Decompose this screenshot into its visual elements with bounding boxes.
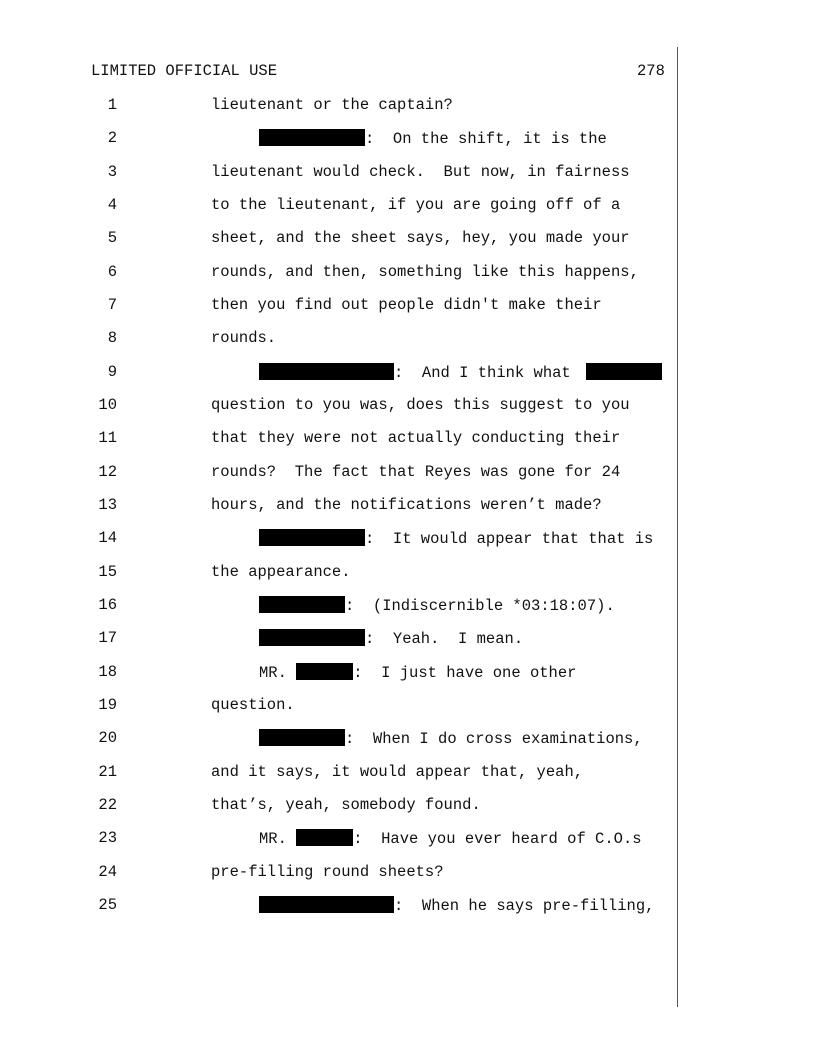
line-text: : When I do cross examinations, <box>345 730 643 748</box>
line-text: question to you was, does this suggest to you <box>211 396 630 414</box>
line-text: : It would appear that that is <box>365 530 654 548</box>
transcript-line <box>0 696 816 716</box>
line-number: 25 <box>98 896 117 914</box>
speaker-line <box>259 663 576 682</box>
speaker-line <box>259 729 643 748</box>
line-text: : I just have one other <box>353 664 577 682</box>
line-text: hours, and the notifications weren’t made? <box>211 496 602 514</box>
line-number: 17 <box>98 629 117 647</box>
redaction-box <box>296 829 353 846</box>
transcript-line <box>0 129 816 149</box>
line-text: sheet, and the sheet says, hey, you made your <box>211 229 630 247</box>
line-text: rounds. <box>211 329 277 347</box>
line-text: : Yeah. I mean. <box>365 630 524 648</box>
speaker-line <box>259 529 653 548</box>
line-text: lieutenant would check. But now, in fairness <box>211 163 630 181</box>
transcript-line <box>0 263 816 283</box>
line-number: 4 <box>107 196 117 214</box>
redaction-box <box>586 363 662 380</box>
transcript-line <box>0 596 816 616</box>
redaction-box <box>259 629 365 646</box>
transcript-line <box>0 629 816 649</box>
line-number: 12 <box>98 463 117 481</box>
transcript-line <box>0 96 816 116</box>
transcript-line <box>0 363 816 383</box>
line-text: and it says, it would appear that, yeah, <box>211 763 584 781</box>
speaker-line <box>259 596 615 615</box>
transcript-line <box>0 463 816 483</box>
redaction-box <box>259 129 365 146</box>
transcript-line <box>0 763 816 783</box>
line-text: rounds? The fact that Reyes was gone for 24 <box>211 463 621 481</box>
line-number: 9 <box>107 363 117 381</box>
line-text: : And I think what <box>394 364 571 382</box>
redaction-box <box>296 663 353 680</box>
line-number: 1 <box>107 96 117 114</box>
speaker-line <box>259 129 607 148</box>
speaker-line <box>259 363 571 382</box>
transcript-line <box>0 896 816 916</box>
line-text: : Have you ever heard of C.O.s <box>353 830 642 848</box>
line-number: 20 <box>98 729 117 747</box>
line-number: 5 <box>107 229 117 247</box>
line-number: 3 <box>107 163 117 181</box>
line-text: to the lieutenant, if you are going off of a <box>211 196 621 214</box>
line-text: then you find out people didn't make their <box>211 296 602 314</box>
line-number: 11 <box>98 429 117 447</box>
line-number: 23 <box>98 829 117 847</box>
line-number: 18 <box>98 663 117 681</box>
speaker-line <box>259 829 642 848</box>
line-number: 15 <box>98 563 117 581</box>
line-number: 6 <box>107 263 117 281</box>
line-text: : (Indiscernible *03:18:07). <box>345 597 615 615</box>
redaction-box <box>259 729 345 746</box>
line-text: that’s, yeah, somebody found. <box>211 796 481 814</box>
line-number: 19 <box>98 696 117 714</box>
line-number: 7 <box>107 296 117 314</box>
line-number: 8 <box>107 329 117 347</box>
redaction-box <box>259 529 365 546</box>
transcript-line <box>0 796 816 816</box>
redaction-box <box>259 596 345 613</box>
transcript-line <box>0 863 816 883</box>
transcript-line <box>0 396 816 416</box>
transcript-line <box>0 663 816 683</box>
line-number: 16 <box>98 596 117 614</box>
line-text: the appearance. <box>211 563 351 581</box>
transcript-line <box>0 163 816 183</box>
line-number: 24 <box>98 863 117 881</box>
transcript-line <box>0 563 816 583</box>
line-number: 13 <box>98 496 117 514</box>
page-header-classification: LIMITED OFFICIAL USE <box>91 62 278 80</box>
line-text: rounds, and then, something like this happens, <box>211 263 639 281</box>
line-number: 2 <box>107 129 117 147</box>
transcript-line <box>0 429 816 449</box>
transcript-line <box>0 196 816 216</box>
line-text: pre-filling round sheets? <box>211 863 444 881</box>
transcript-line <box>0 296 816 316</box>
speaker-line <box>259 629 523 648</box>
redaction-box <box>259 896 394 913</box>
line-text: : On the shift, it is the <box>365 130 607 148</box>
line-text: that they were not actually conducting their <box>211 429 621 447</box>
speaker-prefix: MR. <box>259 830 297 848</box>
transcript-line <box>0 729 816 749</box>
redaction-box <box>259 363 394 380</box>
transcript-line <box>0 496 816 516</box>
line-number: 14 <box>98 529 117 547</box>
transcript-line <box>0 329 816 349</box>
line-number: 10 <box>98 396 117 414</box>
page-number: 278 <box>637 62 665 80</box>
line-text: lieutenant or the captain? <box>211 96 453 114</box>
line-text: question. <box>211 696 295 714</box>
transcript-line <box>0 229 816 249</box>
transcript-line <box>0 529 816 549</box>
line-number: 22 <box>98 796 117 814</box>
speaker-prefix: MR. <box>259 664 297 682</box>
speaker-line <box>259 896 654 915</box>
transcript-line <box>0 829 816 849</box>
line-number: 21 <box>98 763 117 781</box>
line-text: : When he says pre-filling, <box>394 897 655 915</box>
